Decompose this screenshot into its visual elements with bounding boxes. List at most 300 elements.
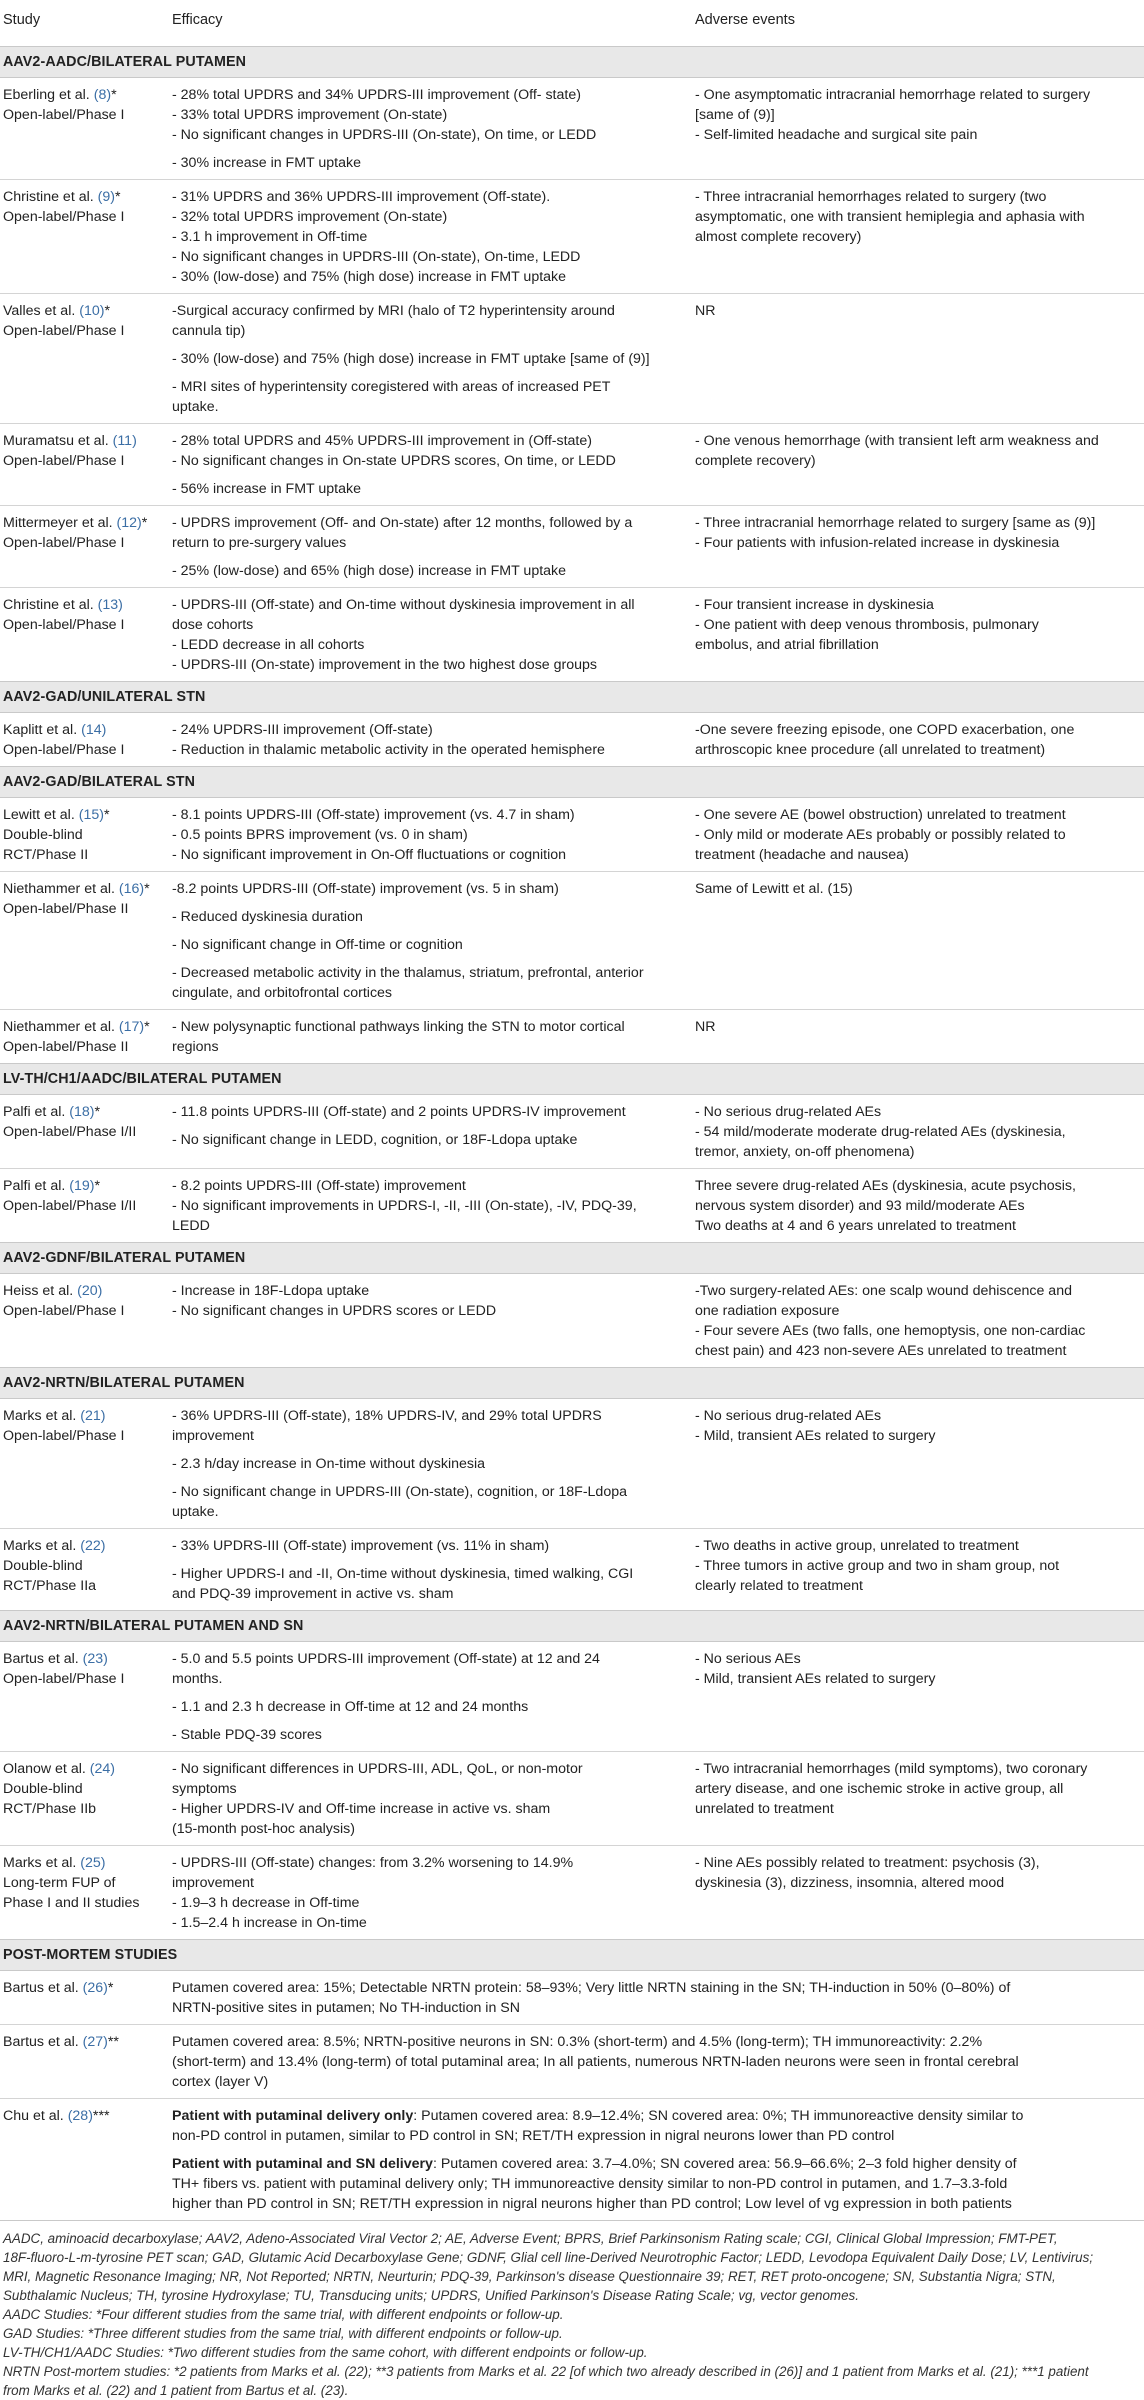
adverse-line: asymptomatic, one with transient hemiplegia and aphasia with: [695, 209, 1085, 225]
efficacy-line: (15-month post-hoc analysis): [172, 1821, 355, 1837]
adverse-line: almost complete recovery): [695, 229, 862, 245]
efficacy-cell: [166, 1642, 692, 1752]
adverse-events-cell: [692, 506, 1144, 588]
study-cell: [0, 872, 166, 1010]
study-reference[interactable]: (15): [78, 807, 104, 823]
study-design: Open-label/Phase I/II: [3, 1124, 137, 1140]
efficacy-line: - No significant changes in UPDRS scores or LEDD: [172, 1303, 497, 1319]
adverse-line: - One severe AE (bowel obstruction) unrelated to treatment: [695, 807, 1066, 823]
adverse-line: Same of Lewitt et al. (15): [695, 881, 853, 897]
study-cell: [0, 1846, 166, 1940]
adverse-line: - One venous hemorrhage (with transient left arm weakness and: [695, 433, 1099, 449]
adverse-line: -Two surgery-related AEs: one scalp wound dehiscence and: [695, 1283, 1072, 1299]
section-title: AAV2-NRTN/BILATERAL PUTAMEN AND SN: [0, 1611, 1144, 1642]
adverse-events-cell: [692, 424, 1144, 506]
study-name: [3, 1759, 162, 1779]
study-mark: *: [104, 303, 111, 319]
efficacy-line: - No significant change in LEDD, cognition, or 18F-Ldopa uptake: [172, 1132, 578, 1148]
efficacy-line: symptoms: [172, 1781, 237, 1797]
efficacy-cell: [166, 1010, 692, 1064]
section-title: AAV2-AADC/BILATERAL PUTAMEN: [0, 47, 1144, 78]
adverse-line: - Two deaths in active group, unrelated to treatment: [695, 1538, 1019, 1554]
adverse-line: Three severe drug-related AEs (dyskinesia, acute psychosis,: [695, 1178, 1076, 1194]
section-header-row: [0, 1368, 1144, 1399]
study-design: Double-blind: [3, 827, 83, 843]
footnote-line: LV-TH/CH1/AADC Studies: *Two different studies from the same cohort, with different endpoints or follow-up.: [3, 2345, 648, 2360]
adverse-line: tremor, anxiety, on-off phenomena): [695, 1144, 915, 1160]
study-reference[interactable]: (23): [82, 1651, 108, 1667]
efficacy-cell: [166, 424, 692, 506]
efficacy-cell: [166, 1529, 692, 1611]
findings-group-title: Patient with putaminal delivery only: [172, 2108, 414, 2124]
study-author: Marks et al.: [3, 1855, 77, 1871]
study-author: Heiss et al.: [3, 1283, 74, 1299]
adverse-line: - Nine AEs possibly related to treatment: psychosis (3),: [695, 1855, 1040, 1871]
study-design: Open-label/Phase I: [3, 323, 125, 339]
adverse-events-cell: [692, 1095, 1144, 1169]
efficacy-cell: [166, 180, 692, 294]
adverse-line: -One severe freezing episode, one COPD exacerbation, one: [695, 722, 1075, 738]
efficacy-line: - 31% UPDRS and 36% UPDRS-III improvement (Off-state).: [172, 189, 551, 205]
section-header-row: [0, 1611, 1144, 1642]
study-reference[interactable]: (16): [118, 881, 145, 897]
header-study: Study: [0, 0, 166, 47]
adverse-line: [same of (9)]: [695, 107, 775, 123]
adverse-events-cell: [692, 1752, 1144, 1846]
footnote-line: AADC Studies: *Four different studies from the same trial, with different endpoints or follow-up.: [3, 2307, 564, 2322]
study-cell: [0, 1399, 166, 1529]
adverse-line: nervous system disorder) and 93 mild/moderate AEs: [695, 1198, 1025, 1214]
section-title: AAV2-NRTN/BILATERAL PUTAMEN: [0, 1368, 1144, 1399]
study-cell: [0, 588, 166, 682]
study-author: Valles et al.: [3, 303, 76, 319]
adverse-events-cell: [692, 1274, 1144, 1368]
study-name: [3, 1176, 162, 1196]
findings-group-title: Patient with putaminal and SN delivery: [172, 2156, 433, 2172]
efficacy-line: -Surgical accuracy confirmed by MRI (halo of T2 hyperintensity around: [172, 303, 615, 319]
table-row: [0, 1752, 1144, 1846]
efficacy-line: - 33% total UPDRS improvement (On-state): [172, 107, 448, 123]
findings-line: higher than PD control in SN; RET/TH expression in nigral neurons higher than PD control; Low level of vg expression in both patients: [172, 2196, 1012, 2212]
table-row: [0, 1095, 1144, 1169]
efficacy-line: - 33% UPDRS-III (Off-state) improvement (vs. 11% in sham): [172, 1538, 550, 1554]
efficacy-cell: [166, 798, 692, 872]
findings-block: [172, 2106, 1140, 2146]
study-cell: [0, 506, 166, 588]
adverse-line: - Three tumors in active group and two in sham group, not: [695, 1558, 1060, 1574]
study-cell: [0, 424, 166, 506]
table-row: [0, 872, 1144, 1010]
efficacy-line: improvement: [172, 1428, 255, 1444]
postmortem-findings-cell: [166, 2099, 1144, 2221]
efficacy-cell: [166, 506, 692, 588]
table-row: [0, 1846, 1144, 1940]
adverse-line: chest pain) and 423 non-severe AEs unrelated to treatment: [695, 1343, 1067, 1359]
adverse-line: - Only mild or moderate AEs probably or possibly related to: [695, 827, 1066, 843]
efficacy-line: - 1.5–2.4 h increase in On-time: [172, 1915, 367, 1931]
efficacy-cell: [166, 588, 692, 682]
table-footnotes: [0, 2220, 1144, 2400]
section-header-row: [0, 767, 1144, 798]
adverse-line: NR: [695, 303, 716, 319]
table-row: [0, 1529, 1144, 1611]
study-design: Open-label/Phase I: [3, 107, 125, 123]
efficacy-line: - No significant change in UPDRS-III (On-state), cognition, or 18F-Ldopa: [172, 1484, 627, 1500]
study-reference[interactable]: (25): [80, 1855, 106, 1871]
study-cell: [0, 1010, 166, 1064]
study-cell: [0, 1529, 166, 1611]
efficacy-cell: [166, 1752, 692, 1846]
study-design: Open-label/Phase I: [3, 1428, 125, 1444]
efficacy-line: - Decreased metabolic activity in the thalamus, striatum, prefrontal, anterior: [172, 965, 644, 981]
efficacy-cell: [166, 1274, 692, 1368]
footnote-line: from Marks et al. (22) and 1 patient from Bartus et al. (23).: [3, 2383, 349, 2398]
adverse-events-cell: [692, 588, 1144, 682]
study-name: [3, 431, 162, 451]
study-cell: [0, 1169, 166, 1243]
study-name: [3, 2106, 162, 2126]
study-cell: [0, 1642, 166, 1752]
adverse-line: - No serious AEs: [695, 1651, 801, 1667]
footnote-line: MRI, Magnetic Resonance Imaging; NR, Not Reported; NRTN, Neurturin; PDQ-39, Parkinson's disease Questionnaire 39; RET, RET proto-oncogene; SN, Substantia Nigra; STN,: [3, 2269, 1056, 2284]
efficacy-line: and PDQ-39 improvement in active vs. sham: [172, 1586, 454, 1602]
adverse-events-cell: [692, 1846, 1144, 1940]
adverse-line: - Two intracranial hemorrhages (mild symptoms), two coronary: [695, 1761, 1088, 1777]
study-reference[interactable]: (20): [77, 1283, 103, 1299]
study-name: [3, 879, 162, 899]
study-author: Olanow et al.: [3, 1761, 86, 1777]
study-cell: [0, 78, 166, 180]
study-design: Open-label/Phase I: [3, 617, 125, 633]
study-author: Niethammer et al.: [3, 1019, 115, 1035]
efficacy-line: - No significant changes in UPDRS-III (On-state), On time, or LEDD: [172, 127, 597, 143]
efficacy-line: - No significant differences in UPDRS-III, ADL, QoL, or non-motor: [172, 1761, 583, 1777]
efficacy-line: - UPDRS-III (Off-state) and On-time without dyskinesia improvement in all: [172, 597, 635, 613]
study-design: Open-label/Phase II: [3, 1039, 129, 1055]
study-mark: *: [144, 881, 150, 897]
efficacy-line: - No significant changes in On-state UPDRS scores, On time, or LEDD: [172, 453, 616, 469]
study-cell: [0, 180, 166, 294]
study-reference[interactable]: (12): [116, 515, 142, 531]
study-cell: [0, 1971, 166, 2025]
study-mark: *: [107, 1980, 114, 1996]
study-name: [3, 1978, 162, 1998]
study-design: Open-label/Phase I: [3, 1671, 125, 1687]
study-reference[interactable]: (10): [79, 303, 105, 319]
adverse-events-cell: [692, 713, 1144, 767]
adverse-line: artery disease, and one ischemic stroke in active group, all: [695, 1781, 1064, 1797]
adverse-events-cell: [692, 872, 1144, 1010]
study-mark: *: [114, 189, 121, 205]
efficacy-line: - 3.1 h improvement in Off-time: [172, 229, 368, 245]
adverse-line: complete recovery): [695, 453, 816, 469]
postmortem-findings-cell: [166, 1971, 1144, 2025]
study-mark: *: [94, 1178, 101, 1194]
efficacy-cell: [166, 1846, 692, 1940]
study-author: Palfi et al.: [3, 1178, 66, 1194]
efficacy-line: - Higher UPDRS-IV and Off-time increase in active vs. sham: [172, 1801, 551, 1817]
study-author: Muramatsu et al.: [3, 433, 109, 449]
study-design: RCT/Phase IIa: [3, 1578, 97, 1594]
section-header-row: [0, 1064, 1144, 1095]
study-reference[interactable]: (18): [69, 1104, 95, 1120]
efficacy-line: - 28% total UPDRS and 45% UPDRS-III improvement in (Off-state): [172, 433, 592, 449]
study-name: [3, 720, 162, 740]
study-name: [3, 1102, 162, 1122]
study-author: Christine et al.: [3, 189, 94, 205]
study-cell: [0, 798, 166, 872]
adverse-line: dyskinesia (3), dizziness, insomnia, altered mood: [695, 1875, 1005, 1891]
findings-line: [172, 2154, 1140, 2174]
study-reference[interactable]: (8): [93, 87, 112, 103]
efficacy-line: LEDD: [172, 1218, 210, 1234]
study-name: [3, 1853, 162, 1873]
table-row: [0, 1169, 1144, 1243]
study-cell: [0, 2099, 166, 2221]
study-name: [3, 595, 162, 615]
study-name: [3, 2032, 162, 2052]
adverse-line: one radiation exposure: [695, 1303, 840, 1319]
table-row: [0, 180, 1144, 294]
adverse-events-cell: [692, 1010, 1144, 1064]
adverse-line: - Four patients with infusion-related increase in dyskinesia: [695, 535, 1060, 551]
study-name: [3, 513, 162, 533]
efficacy-line: uptake.: [172, 1504, 219, 1520]
study-reference[interactable]: (14): [81, 722, 107, 738]
adverse-line: - One asymptomatic intracranial hemorrhage related to surgery: [695, 87, 1091, 103]
efficacy-cell: [166, 78, 692, 180]
study-name: [3, 805, 162, 825]
study-design: Double-blind: [3, 1558, 83, 1574]
efficacy-line: - 25% (low-dose) and 65% (high dose) increase in FMT uptake: [172, 563, 567, 579]
efficacy-cell: [166, 294, 692, 424]
adverse-events-cell: [692, 294, 1144, 424]
table-row: [0, 78, 1144, 180]
efficacy-line: months.: [172, 1671, 223, 1687]
study-name: [3, 1017, 162, 1037]
study-author: Bartus et al.: [3, 1651, 79, 1667]
study-cell: [0, 1274, 166, 1368]
efficacy-line: - Higher UPDRS-I and -II, On-time without dyskinesia, timed walking, CGI: [172, 1566, 634, 1582]
adverse-line: - Three intracranial hemorrhage related to surgery [same as (9)]: [695, 515, 1096, 531]
efficacy-cell: [166, 1399, 692, 1529]
findings-line: (short-term) and 13.4% (long-term) of total putaminal area; In all patients, numerous NRTN-laden neurons were seen in frontal cerebral: [172, 2054, 1019, 2070]
efficacy-line: - 8.1 points UPDRS-III (Off-state) improvement (vs. 4.7 in sham): [172, 807, 575, 823]
study-reference[interactable]: (11): [112, 433, 137, 449]
section-header-row: [0, 1940, 1144, 1971]
table-row: [0, 1010, 1144, 1064]
table-row: [0, 1642, 1144, 1752]
adverse-line: - Mild, transient AEs related to surgery: [695, 1428, 936, 1444]
efficacy-line: - No significant improvements in UPDRS-I, -II, -III (On-state), -IV, PDQ-39,: [172, 1198, 637, 1214]
efficacy-line: - Stable PDQ-39 scores: [172, 1727, 322, 1743]
study-design: Open-label/Phase I/II: [3, 1198, 137, 1214]
study-reference[interactable]: (19): [69, 1178, 95, 1194]
efficacy-line: improvement: [172, 1875, 255, 1891]
findings-line: Putamen covered area: 8.5%; NRTN-positive neurons in SN: 0.3% (short-term) and 4.5% (long-term); TH immunoreactivity: 2.2%: [172, 2034, 983, 2050]
study-cell: [0, 2025, 166, 2099]
study-reference[interactable]: (22): [80, 1538, 106, 1554]
table-row: [0, 798, 1144, 872]
study-reference[interactable]: (24): [89, 1761, 115, 1777]
section-header-row: [0, 47, 1144, 78]
study-mark: *: [103, 807, 110, 823]
efficacy-line: - 0.5 points BPRS improvement (vs. 0 in sham): [172, 827, 468, 843]
study-design: Double-blind: [3, 1781, 83, 1797]
study-design: Open-label/Phase I: [3, 209, 125, 225]
efficacy-line: - No significant change in Off-time or cognition: [172, 937, 463, 953]
footnote-line: AADC, aminoacid decarboxylase; AAV2, Adeno-Associated Viral Vector 2; AE, Adverse Event; BPRS, Brief Parkinsonism Rating scale; CGI, Clinical Global Impression; FMT-PET,: [3, 2231, 1058, 2246]
efficacy-line: cingulate, and orbitofrontal cortices: [172, 985, 393, 1001]
study-name: [3, 1536, 162, 1556]
table-row: [0, 1274, 1144, 1368]
efficacy-line: - 24% UPDRS-III improvement (Off-state): [172, 722, 433, 738]
adverse-line: - One patient with deep venous thrombosis, pulmonary: [695, 617, 1039, 633]
adverse-events-cell: [692, 798, 1144, 872]
efficacy-line: - MRI sites of hyperintensity coregistered with areas of increased PET: [172, 379, 611, 395]
efficacy-line: - 30% (low-dose) and 75% (high dose) increase in FMT uptake: [172, 269, 567, 285]
table-row: [0, 1399, 1144, 1529]
efficacy-line: return to pre-surgery values: [172, 535, 347, 551]
adverse-line: Two deaths at 4 and 6 years unrelated to treatment: [695, 1218, 1016, 1234]
study-name: [3, 1406, 162, 1426]
study-author: Lewitt et al.: [3, 807, 75, 823]
efficacy-cell: [166, 1169, 692, 1243]
table-row: [0, 294, 1144, 424]
study-reference[interactable]: (13): [97, 597, 123, 613]
study-name: [3, 301, 162, 321]
header-adverse-events: Adverse events: [692, 0, 1144, 47]
footnote-line: 18F-fluoro-L-m-tyrosine PET scan; GAD, Glutamic Acid Decarboxylase Gene; GDNF, Glial cell line-Derived Neurotrophic Factor; LEDD, Levodopa Equivalent Daily Dose; LV, Lentivirus;: [3, 2250, 1094, 2265]
study-cell: [0, 1752, 166, 1846]
study-reference[interactable]: (17): [118, 1019, 145, 1035]
adverse-line: - No serious drug-related AEs: [695, 1104, 882, 1120]
study-name: [3, 187, 162, 207]
efficacy-line: - 30% increase in FMT uptake: [172, 155, 361, 171]
study-design: RCT/Phase IIb: [3, 1801, 97, 1817]
study-reference[interactable]: (28): [67, 2108, 93, 2124]
study-cell: [0, 294, 166, 424]
section-title: AAV2-GAD/BILATERAL STN: [0, 767, 1144, 798]
study-reference[interactable]: (26): [82, 1980, 108, 1996]
efficacy-line: - UPDRS-III (Off-state) changes: from 3.2% worsening to 14.9%: [172, 1855, 574, 1871]
findings-line: non-PD control in putamen, similar to PD control in SN; RET/TH expression in nigral neurons lower than PD control: [172, 2128, 895, 2144]
study-author: Marks et al.: [3, 1408, 77, 1424]
efficacy-line: - 5.0 and 5.5 points UPDRS-III improvement (Off-state) at 12 and 24: [172, 1651, 600, 1667]
adverse-line: treatment (headache and nausea): [695, 847, 909, 863]
header-efficacy: Efficacy: [166, 0, 692, 47]
efficacy-line: - 28% total UPDRS and 34% UPDRS-III improvement (Off- state): [172, 87, 581, 103]
efficacy-line: dose cohorts: [172, 617, 254, 633]
study-name: [3, 1281, 162, 1301]
table-row: [0, 2099, 1144, 2221]
study-name: [3, 1649, 162, 1669]
efficacy-line: - No significant changes in UPDRS-III (On-state), On-time, LEDD: [172, 249, 581, 265]
findings-line: [172, 2106, 1140, 2126]
study-name: [3, 85, 162, 105]
findings-text: : Putamen covered area: 3.7–4.0%; SN covered area: 56.9–66.6%; 2–3 fold higher density of: [432, 2156, 1017, 2172]
adverse-line: - Four transient increase in dyskinesia: [695, 597, 934, 613]
study-design: Phase I and II studies: [3, 1895, 140, 1911]
adverse-line: NR: [695, 1019, 716, 1035]
study-reference[interactable]: (21): [80, 1408, 106, 1424]
study-author: Christine et al.: [3, 597, 94, 613]
study-design: Open-label/Phase I: [3, 1303, 125, 1319]
efficacy-cell: [166, 872, 692, 1010]
adverse-events-cell: [692, 180, 1144, 294]
table-header-row: [0, 0, 1144, 47]
table-row: [0, 2025, 1144, 2099]
efficacy-line: - 30% (low-dose) and 75% (high dose) increase in FMT uptake [same of (9)]: [172, 351, 650, 367]
study-design: Open-label/Phase I: [3, 535, 125, 551]
efficacy-line: uptake.: [172, 399, 219, 415]
efficacy-line: - 1.9–3 h decrease in Off-time: [172, 1895, 360, 1911]
efficacy-cell: [166, 1095, 692, 1169]
study-author: Eberling et al.: [3, 87, 90, 103]
study-reference[interactable]: (27): [82, 2034, 108, 2050]
section-header-row: [0, 682, 1144, 713]
adverse-line: unrelated to treatment: [695, 1801, 834, 1817]
study-mark: *: [141, 515, 148, 531]
efficacy-line: - UPDRS-III (On-state) improvement in the two highest dose groups: [172, 657, 598, 673]
efficacy-line: - 2.3 h/day increase in On-time without dyskinesia: [172, 1456, 486, 1472]
study-author: Mittermeyer et al.: [3, 515, 113, 531]
table-row: [0, 1971, 1144, 2025]
study-mark: *: [94, 1104, 101, 1120]
efficacy-line: regions: [172, 1039, 219, 1055]
efficacy-line: - Reduced dyskinesia duration: [172, 909, 363, 925]
adverse-line: - 54 mild/moderate moderate drug-related AEs (dyskinesia,: [695, 1124, 1066, 1140]
findings-line: cortex (layer V): [172, 2074, 269, 2090]
adverse-events-cell: [692, 1642, 1144, 1752]
study-reference[interactable]: (9): [97, 189, 115, 205]
section-title: LV-TH/CH1/AADC/BILATERAL PUTAMEN: [0, 1064, 1144, 1095]
efficacy-line: - No significant improvement in On-Off fluctuations or cognition: [172, 847, 567, 863]
efficacy-line: - Reduction in thalamic metabolic activity in the operated hemisphere: [172, 742, 605, 758]
findings-line: NRTN-positive sites in putamen; No TH-induction in SN: [172, 2000, 520, 2016]
study-design: Long-term FUP of: [3, 1875, 116, 1891]
table-row: [0, 713, 1144, 767]
table-row: [0, 424, 1144, 506]
efficacy-line: - New polysynaptic functional pathways linking the STN to motor cortical: [172, 1019, 625, 1035]
adverse-line: arthroscopic knee procedure (all unrelated to treatment): [695, 742, 1046, 758]
study-author: Chu et al.: [3, 2108, 64, 2124]
study-mark: ***: [92, 2108, 110, 2124]
findings-text: : Putamen covered area: 8.9–12.4%; SN covered area: 0%; TH immunoreactive density similar to: [413, 2108, 1024, 2124]
footnote-line: NRTN Post-mortem studies: *2 patients from Marks et al. (22); **3 patients from Marks et al. 22 [of which two already described in (26)] and 1 patient from Marks et al. (21); ***1 patient: [3, 2364, 1089, 2379]
footnote-line: Subthalamic Nucleus; TH, tyrosine Hydroxylase; TU, Transducing units; UPDRS, Unified Parkinson's Disease Rating Scale; vg, vector genomes.: [3, 2288, 859, 2303]
study-mark: *: [111, 87, 117, 103]
table-row: [0, 588, 1144, 682]
study-author: Palfi et al.: [3, 1104, 66, 1120]
adverse-events-cell: [692, 1529, 1144, 1611]
findings-line: Putamen covered area: 15%; Detectable NRTN protein: 58–93%; Very little NRTN staining in the SN; TH-induction in 50% (0–80%) of: [172, 1980, 1011, 1996]
efficacy-line: - LEDD decrease in all cohorts: [172, 637, 365, 653]
study-cell: [0, 713, 166, 767]
efficacy-line: - Increase in 18F-Ldopa uptake: [172, 1283, 370, 1299]
efficacy-line: - 8.2 points UPDRS-III (Off-state) improvement: [172, 1178, 466, 1194]
study-author: Kaplitt et al.: [3, 722, 78, 738]
adverse-line: - Self-limited headache and surgical site pain: [695, 127, 978, 143]
adverse-events-cell: [692, 1399, 1144, 1529]
efficacy-line: - 56% increase in FMT uptake: [172, 481, 361, 497]
adverse-line: clearly related to treatment: [695, 1578, 863, 1594]
study-mark: *: [144, 1019, 150, 1035]
postmortem-findings-cell: [166, 2025, 1144, 2099]
study-author: Marks et al.: [3, 1538, 77, 1554]
efficacy-line: - 11.8 points UPDRS-III (Off-state) and 2 points UPDRS-IV improvement: [172, 1104, 626, 1120]
efficacy-line: - 36% UPDRS-III (Off-state), 18% UPDRS-IV, and 29% total UPDRS: [172, 1408, 602, 1424]
